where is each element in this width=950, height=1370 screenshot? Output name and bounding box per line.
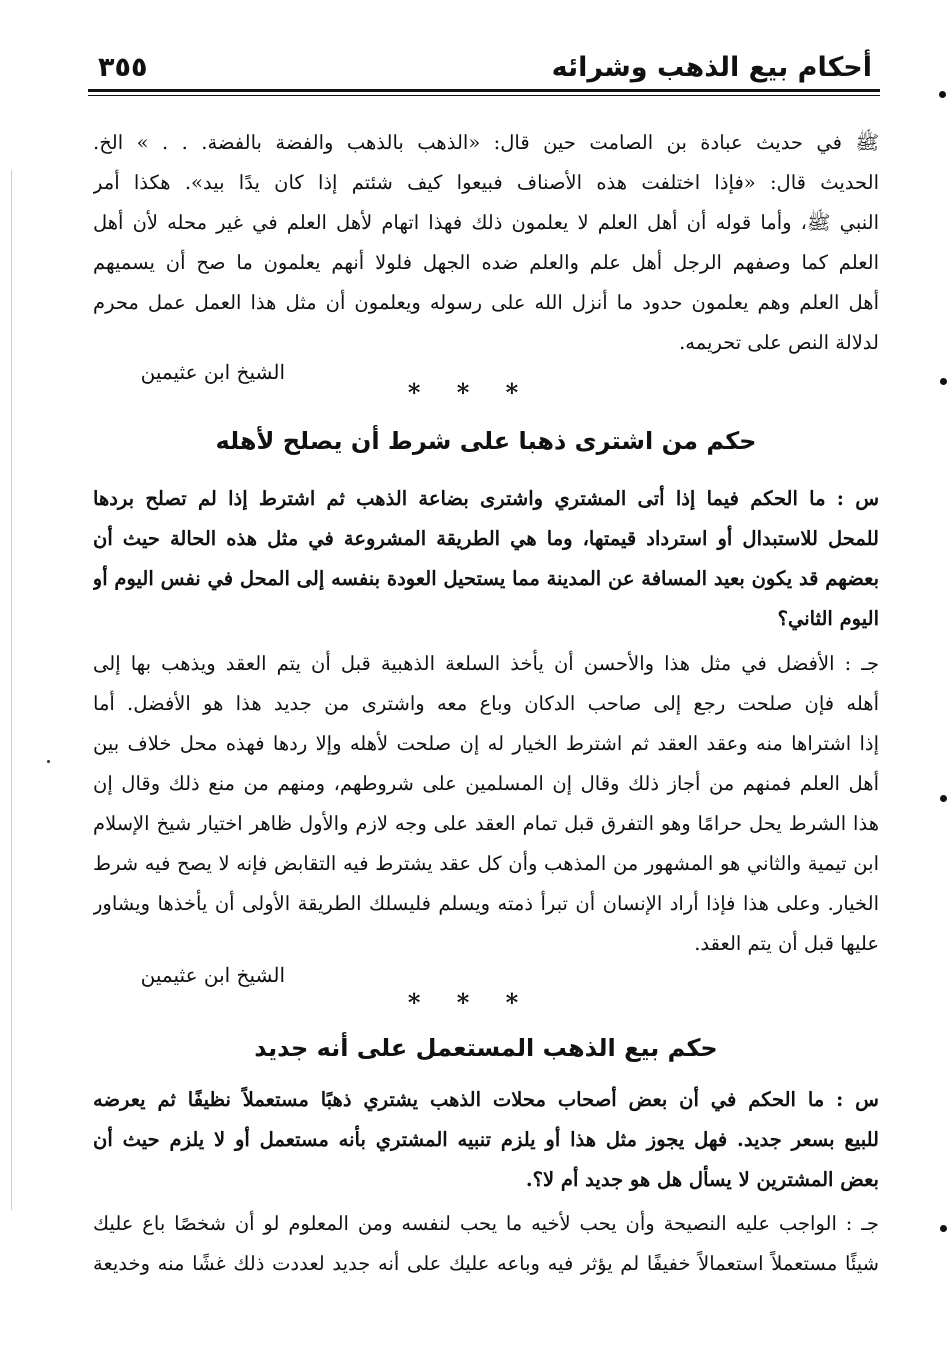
question-line: اليوم الثاني؟ [777, 607, 879, 630]
question-1 [93, 479, 879, 639]
paragraph-line: أهل العلم وهم يعلمون حدود ما أنزل الله على رسوله ويعلمون أن مثل هذا العمل عمل محرم [93, 291, 879, 314]
answer-line: أهله فإن صلحت رجع إلى صاحب الدكان وباع معه واشترى من جديد هذا هو الأفضل. أما [93, 692, 879, 715]
header-rule-thin [88, 95, 880, 96]
paragraph-line: لدلالة النص على تحريمه. [679, 331, 879, 354]
signature-2: الشيخ ابن عثيمين [140, 963, 285, 987]
paragraph-line: ﷺ في حديث عبادة بن الصامت حين قال: «الذهب بالذهب والفضة بالفضة. . . » الخ. [93, 131, 879, 154]
paragraph-line: العلم كما وصفهم الرجل أهل علم والعلم ضده الجهل فلولا أنهم يعلمون ما صح أن يسميهم [93, 251, 879, 274]
question-line: للمحل للاستبدال أو استرداد قيمتها، وما هي الطريقة المشروعة في مثل هذه الحالة حيث أن [93, 527, 879, 550]
header-rule-thick [88, 89, 880, 92]
answer-line: شيئًا مستعملاً استعمالاً خفيفًا لم يؤثر فيه وباعه عليك على أنه جديد لعددت ذلك غشًا منه وخديعة [93, 1252, 879, 1275]
question-line: بعض المشترين لا يسأل هل هو جديد أم لا؟. [525, 1168, 879, 1191]
question-line: بعضهم قد يكون بعيد المسافة عن المدينة مما يستحيل العودة بنفسه إلى المحل في نفس اليوم أو [93, 567, 879, 590]
section-heading-2: حكم بيع الذهب المستعمل على أنه جديد [254, 1034, 718, 1062]
answer-2 [93, 1204, 879, 1284]
section-heading-1: حكم من اشترى ذهبا على شرط أن يصلح لأهله [215, 427, 757, 455]
answer-line: أهل العلم فمنهم من أجاز ذلك وقال إن المسلمين على شروطهم، ومنهم من منع ذلك وقال إن [93, 772, 879, 795]
question-2 [93, 1080, 879, 1200]
answer-1 [93, 644, 879, 964]
signature-1: الشيخ ابن عثيمين [140, 360, 285, 384]
answer-line: جـ : الواجب عليه النصيحة وأن يحب لأخيه ما يحب لنفسه ومن المعلوم لو أن شخصًا باع عليك [93, 1212, 879, 1235]
separator-stars-2: * * * [407, 988, 533, 1017]
answer-line: عليها قبل أن يتم العقد. [694, 932, 879, 955]
answer-line: الخيار. وعلى هذا فإذا أراد الإنسان أن تبرأ ذمته ويسلم فليسلك الطريقة الأولى أن يأخذها ويشاور [93, 892, 879, 915]
paragraph-line: النبي ﷺ، وأما قوله أن أهل العلم لا يعلمون ذلك فهذا اتهام لأهل العلم في غير محله لأن أهل [93, 211, 879, 234]
margin-shadow [11, 170, 12, 1210]
answer-line: ابن تيمية والثاني هو المشهور من المذهب وأن كل عقد يشترط فيه التقابض فإنه لا يصح فيه شرط [93, 852, 879, 875]
answer-line: هذا الشرط يحل حرامًا وهو التفرق قبل تمام العقد على وجه لازم والأول ظاهر اختيار شيخ الإسلام [93, 812, 879, 835]
running-header-title: أحكام بيع الذهب وشرائه [551, 52, 872, 83]
scan-dot [940, 795, 947, 802]
question-line: س : ما الحكم فيما إذا أتى المشتري واشترى بضاعة الذهب ثم اشترط إذا لم تصلح بردها [93, 487, 879, 510]
scan-dot [940, 1225, 947, 1232]
question-line: س : ما الحكم في أن بعض أصحاب محلات الذهب يشتري ذهبًا مستعملاً نظيفًا ثم يعرضه [93, 1088, 879, 1111]
scan-dot [939, 91, 946, 98]
scan-speck [47, 760, 50, 763]
question-line: للبيع بسعر جديد. فهل يجوز مثل هذا أو يلزم تنبيه المشتري بأنه مستعمل أو لا يلزم حيث أن [93, 1128, 879, 1151]
opening-paragraph [93, 123, 879, 363]
scan-dot [940, 378, 947, 385]
separator-stars-1: * * * [407, 378, 533, 407]
answer-line: إذا اشتراها منه وعقد العقد ثم اشترط الخيار له إن صلحت لأهله وإلا ردها فهذه محل خلاف بين [93, 732, 879, 755]
answer-line: جـ : الأفضل في مثل هذا والأحسن أن يأخذ السلعة الذهبية قبل أن يتم العقد ويذهب بها إلى [93, 652, 879, 675]
paragraph-line: الحديث قال: «فإذا اختلفت هذه الأصناف فبيعوا كيف شئتم إذا كان يدًا بيد». هكذا أمر [93, 171, 879, 194]
page-number: ٣٥٥ [98, 52, 148, 83]
